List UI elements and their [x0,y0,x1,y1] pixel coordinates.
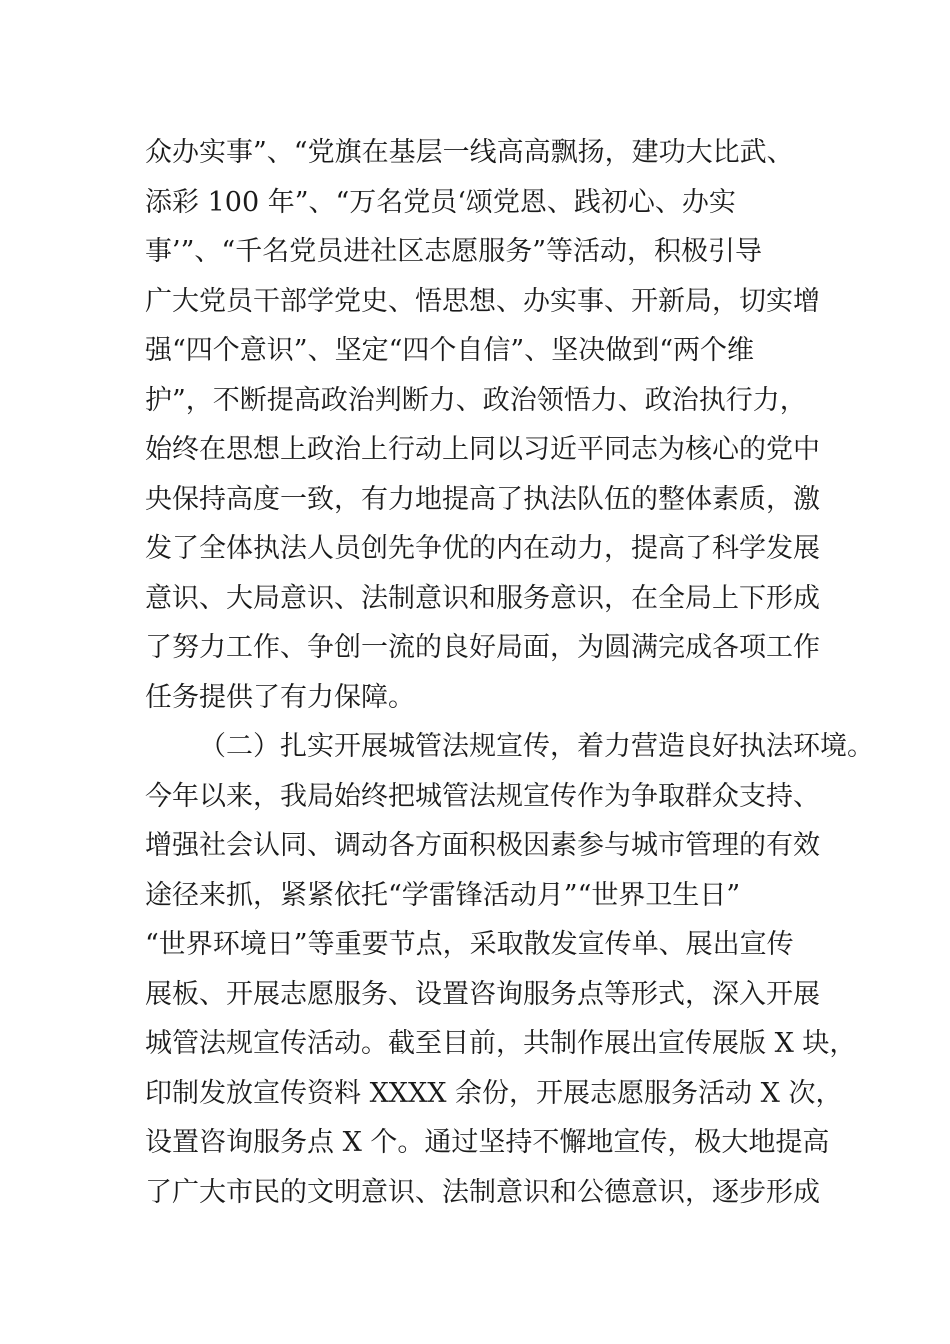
text-line: 发了全体执法人员创先争优的内在动力，提高了科学发展 [145,533,820,564]
text-line: 护”，不断提高政治判断力、政治领悟力、政治执行力， [145,385,807,416]
text-line: 途径来抓，紧紧依托“学雷锋活动月”“世界卫生日” [145,880,741,911]
text-line: 今年以来，我局始终把城管法规宣传作为争取群众支持、 [145,781,820,812]
section-heading: （二）扎实开展城管法规宣传，着力营造良好执法环境。 [199,731,874,762]
text-line: 城管法规宣传活动。截至目前，共制作展出宣传展版 X 块， [145,1028,857,1059]
text-line: 众办实事”、“党旗在基层一线高高飘扬，建功大比武、 [145,137,794,168]
text-line: 印制发放宣传资料 XXXX 余份，开展志愿服务活动 X 次， [145,1078,843,1109]
text-line: 了广大市民的文明意识、法制意识和公德意识，逐步形成 [145,1177,820,1208]
text-line: 意识、大局意识、法制意识和服务意识，在全局上下形成 [145,583,820,614]
text-line: 设置咨询服务点 X 个。通过坚持不懈地宣传，极大地提高 [145,1127,830,1158]
text-line: 央保持高度一致，有力地提高了执法队伍的整体素质，激 [145,484,820,515]
text-line: 添彩 100 年”、“万名党员‘颂党恩、践初心、办实 [145,187,736,218]
text-line: “世界环境日”等重要节点，采取散发宣传单、展出宣传 [145,929,794,960]
text-line: 始终在思想上政治上行动上同以习近平同志为核心的党中 [145,434,820,465]
text-line: 事’”、“千名党员进社区志愿服务”等活动，积极引导 [145,236,762,267]
text-line: 展板、开展志愿服务、设置咨询服务点等形式，深入开展 [145,979,820,1010]
text-line: 强“四个意识”、坚定“四个自信”、坚决做到“两个维 [145,335,755,366]
text-line: 增强社会认同、调动各方面积极因素参与城市管理的有效 [145,830,820,861]
text-line: 任务提供了有力保障。 [145,682,415,713]
text-line: 广大党员干部学党史、悟思想、办实事、开新局，切实增 [145,286,820,317]
text-line: 了努力工作、争创一流的良好局面，为圆满完成各项工作 [145,632,820,663]
